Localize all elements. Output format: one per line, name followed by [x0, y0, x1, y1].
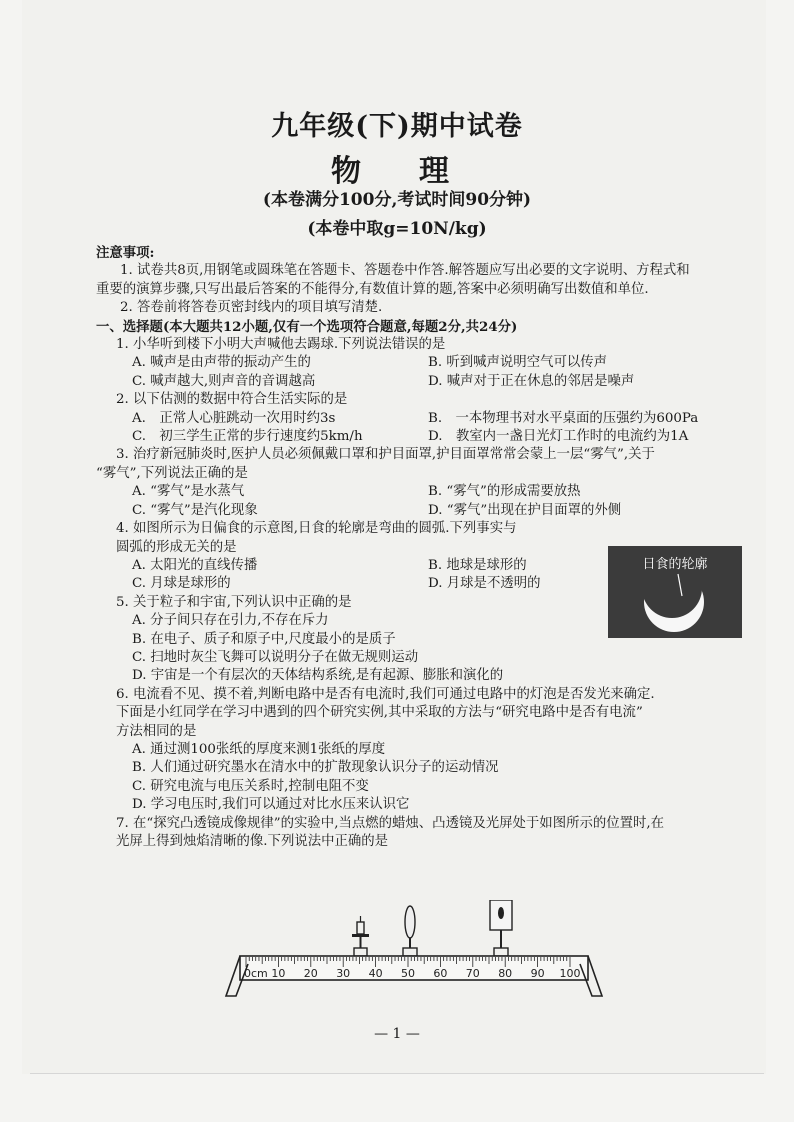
question-3-options-ab: [96, 483, 736, 501]
question-6-stem-3: 方法相同的是: [116, 723, 197, 739]
question-1-options-cd: [96, 373, 736, 391]
option-d: D. 喊声对于正在休息的邻居是噪声: [428, 373, 635, 389]
option-a: A. 喊声是由声带的振动产生的: [132, 355, 311, 371]
exam-info-score-time: (本卷满分100分,考试时间90分钟): [262, 190, 532, 210]
question-4-stem-2: 圆弧的形成无关的是: [116, 539, 237, 555]
option-b: B. 听到喊声说明空气可以传声: [428, 355, 608, 371]
question-6-stem-2: 下面是小红同学在学习中遇到的四个研究实例,其中采取的方法与“研究电路中是否有电流”: [116, 705, 643, 721]
optical-bench-graphic: [214, 900, 614, 1004]
option-d: D. 教室内一盏日光灯工作时的电流约为1A: [428, 429, 689, 445]
ruler-label: 30: [336, 967, 351, 980]
sun-crescent: [644, 572, 704, 632]
light-screen-icon: [490, 900, 512, 956]
option-d: D. 宇宙是一个有层次的天体结构系统,是有起源、膨胀和演化的: [132, 668, 504, 684]
ruler-label: 70: [465, 967, 480, 980]
question-7-stem-2: 光屏上得到烛焰清晰的像.下列说法中正确的是: [116, 834, 389, 849]
ruler-label: 90: [530, 967, 545, 980]
option-b: B. 地球是球形的: [428, 557, 527, 573]
note-1-line-2: 重要的演算步骤,只写出最后答案的不能得分,有数值计算的题,答案中必须明确写出数值和单位.: [96, 281, 649, 297]
option-a: A. 太阳光的直线传播: [132, 557, 258, 573]
option-a: A. 正常人心脏跳动一次用时约3s: [132, 410, 336, 426]
notes-heading: 注意事项:: [96, 245, 155, 261]
ruler-label: 40: [368, 967, 383, 980]
ruler-label: 100: [559, 967, 581, 980]
question-4-stem-1: 4. 如图所示为日偏食的示意图,日食的轮廓是弯曲的圆弧.下列事实与: [116, 521, 517, 537]
question-7-stem-1: 7. 在“探究凸透镜成像规律”的实验中,当点燃的蜡烛、凸透镜及光屏处于如图所示的位置时,在: [116, 815, 665, 831]
option-c: C. 月球是球形的: [132, 576, 231, 592]
subject-title: 物 理: [331, 154, 463, 189]
question-3-stem-1: 3. 治疗新冠肺炎时,医护人员必须佩戴口罩和护目面罩,护目面罩常常会蒙上一层“雾气”,关于: [116, 447, 655, 463]
option-c: C. 喊声越大,则声音的音调越高: [132, 373, 316, 389]
option-c: C. 扫地时灰尘飞舞可以说明分子在做无规则运动: [132, 649, 419, 665]
question-2-options-cd: [96, 428, 736, 446]
option-c: C. 研究电流与电压关系时,控制电阻不变: [132, 778, 369, 794]
question-6-stem-1: 6. 电流看不见、摸不着,判断电路中是否有电流时,我们可通过电路中的灯泡是否发光来确定.: [116, 686, 655, 702]
option-d: D. 学习电压时,我们可以通过对比水压来认识它: [132, 797, 410, 813]
question-1-stem: 1. 小华听到楼下小明大声喊他去踢球.下列说法错误的是: [116, 337, 446, 353]
option-a: A. 通过测100张纸的厚度来测1张纸的厚度: [132, 741, 386, 757]
option-b: B. “雾气”的形成需要放热: [428, 484, 581, 500]
ruler-label: 60: [433, 967, 448, 980]
note-2: 2. 答卷前将答卷页密封线内的项目填写清楚.: [120, 300, 383, 316]
ruler-label: 50: [401, 967, 415, 980]
option-b: B. 人们通过研究墨水在清水中的扩散现象认识分子的运动情况: [132, 760, 499, 776]
candle-icon: [352, 916, 369, 956]
page-bottom-divider: [30, 1073, 764, 1074]
page-number: — 1 —: [374, 1026, 420, 1042]
option-d: D. “雾气”出现在护目面罩的外侧: [428, 502, 622, 518]
option-b: B. 在电子、质子和原子中,尺度最小的是质子: [132, 631, 396, 647]
note-1-line-1: 1. 试卷共8页,用钢笔或圆珠笔在答题卡、答题卷中作答.解答题应写出必要的文字说明、方程式和: [120, 263, 690, 279]
option-d: D. 月球是不透明的: [428, 576, 541, 592]
ruler-label: 10: [271, 967, 286, 980]
question-2-stem: 2. 以下估测的数据中符合生活实际的是: [116, 392, 348, 408]
question-3-stem-2: “雾气”,下列说法正确的是: [96, 465, 248, 481]
option-a: A. “雾气”是水蒸气: [132, 484, 245, 500]
option-a: A. 分子间只存在引力,不存在斥力: [132, 613, 329, 629]
option-c: C. “雾气”是汽化现象: [132, 502, 258, 518]
ruler-label: 80: [498, 967, 513, 980]
ruler-label: 0cm: [244, 967, 268, 980]
exam-info-gravity: (本卷中取g=10N/kg): [307, 219, 487, 239]
option-c: C. 初三学生正常的步行速度约5km/h: [132, 429, 363, 445]
option-b: B. 一本物理书对水平桌面的压强约为600Pa: [428, 410, 699, 426]
exam-title: 九年级(下)期中试卷: [271, 111, 523, 142]
optical-bench-figure: [214, 900, 614, 1004]
convex-lens-icon: [403, 906, 417, 956]
question-3-options-cd: [96, 502, 736, 520]
question-5-stem: 5. 关于粒子和宇宙,下列认识中正确的是: [116, 594, 352, 610]
question-1-options-ab: [96, 354, 736, 372]
ruler-label: 20: [303, 967, 318, 980]
eclipse-figure: [608, 546, 742, 638]
eclipse-figure-label: 日食的轮廓: [642, 557, 708, 572]
section-heading: 一、选择题(本大题共12小题,仅有一个选项符合题意,每题2分,共24分): [96, 318, 518, 335]
question-2-options-ab: [96, 410, 736, 428]
